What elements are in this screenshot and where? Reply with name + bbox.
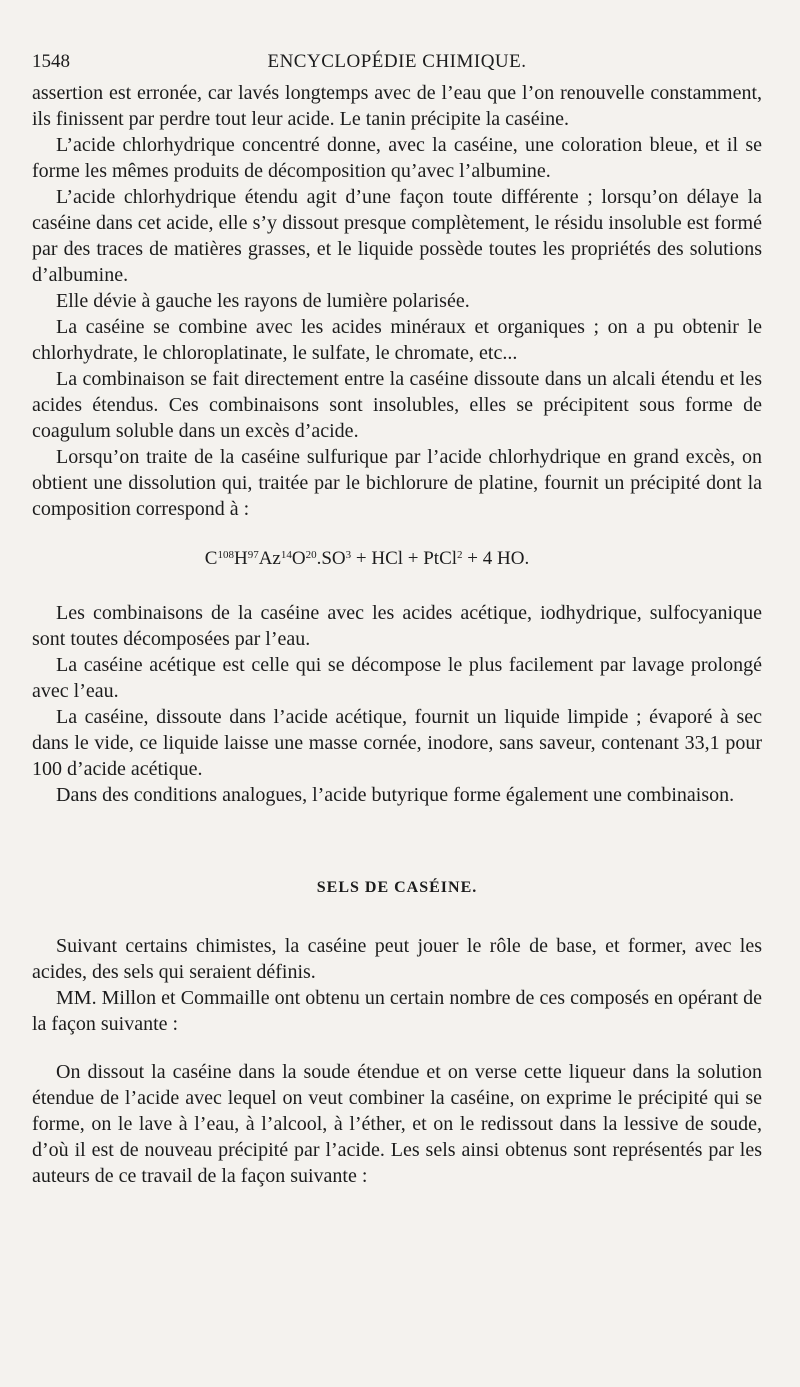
formula-c: C [204, 548, 218, 569]
paragraph: La caséine acétique est celle qui se décompose le plus facilement par lavage prolongé avec l’eau. [32, 654, 762, 702]
page-number: 1548 [32, 51, 70, 72]
formula-h-count: 97 [247, 549, 259, 561]
formula-so: .SO [316, 548, 346, 569]
spacer [32, 1037, 762, 1059]
page-header [32, 50, 762, 74]
formula-az: Az [258, 548, 281, 569]
formula-hcl-ptcl: + HCl + PtCl [351, 548, 458, 569]
paragraph: assertion est erronée, car lavés longtemps avec de l’eau que l’on renouvelle constamment, ils finissent par perdre tout leur acide. Le tanin précipite la caséine. [32, 82, 762, 130]
paragraph: On dissout la caséine dans la soude étendue et on verse cette liqueur dans la solution étendue de l’acide avec lequel on veut combiner la caséine, on exprime le précipité qui se forme, on le lave à l’eau, à l’alcool, à l’éther, et on le redissout dans la lessive de soude, d’où il est de nouveau précipité par l’acide. Les sels ainsi obtenus sont représentés par les auteurs de ce travail de la façon suivante : [32, 1061, 762, 1187]
paragraph: La combinaison se fait directement entre la caséine dissoute dans un alcali étendu et les acides étendus. Ces combinaisons sont insolubles, elles se précipitent sous forme de coagulum soluble dans un excès d’acide. [32, 368, 762, 442]
page-body [32, 80, 762, 1189]
paragraph: Lorsqu’on traite de la caséine sulfurique par l’acide chlorhydrique en grand excès, on obtient une dissolution qui, traitée par le bichlorure de platine, fournit un précipité dont la composition correspond à : [32, 446, 762, 520]
paragraph: L’acide chlorhydrique concentré donne, avec la caséine, une coloration bleue, et il se forme les mêmes produits de décomposition qu’avec l’albumine. [32, 134, 762, 182]
formula-so-count: 3 [345, 549, 352, 561]
chemical-formula [2, 546, 732, 572]
section-title: SELS DE CASÉINE. [316, 879, 478, 896]
paragraph: Suivant certains chimistes, la caséine peut jouer le rôle de base, et former, avec les acides, des sels qui seraient définis. [32, 935, 762, 983]
paragraph: L’acide chlorhydrique étendu agit d’une façon toute différente ; lorsqu’on délaye la caséine dans cet acide, elle s’y dissout presque complètement, le résidu insoluble est formé par des traces de matières grasses, et le liquide possède toutes les propriétés des solutions d’albumine. [32, 186, 762, 286]
formula-o-count: 20 [305, 549, 317, 561]
paragraph: MM. Millon et Commaille ont obtenu un certain nombre de ces composés en opérant de la façon suivante : [32, 987, 762, 1035]
paragraph: La caséine se combine avec les acides minéraux et organiques ; on a pu obtenir le chlorhydrate, le chloroplatinate, le sulfate, le chromate, etc... [32, 316, 762, 364]
paragraph: Elle dévie à gauche les rayons de lumière polarisée. [56, 290, 470, 312]
formula-pt-count: 2 [457, 549, 463, 561]
paragraph: Dans des conditions analogues, l’acide butyrique forme également une combinaison. [56, 784, 735, 806]
running-title: ENCYCLOPÉDIE CHIMIQUE. [267, 51, 527, 72]
formula-c-count: 108 [217, 549, 234, 561]
formula-h: H [233, 548, 248, 569]
paragraph: La caséine, dissoute dans l’acide acétique, fournit un liquide limpide ; évaporé à sec dans le vide, ce liquide laisse une masse cornée, inodore, sans saveur, contenant 33,1 pour 100 d’acide acétique. [32, 706, 762, 780]
paragraph: Les combinaisons de la caséine avec les acides acétique, iodhydrique, sulfocyanique sont toutes décomposées par l’eau. [32, 602, 762, 650]
formula-ho: + 4 HO. [462, 548, 530, 569]
formula-o: O [291, 548, 306, 569]
formula-az-count: 14 [280, 549, 292, 561]
